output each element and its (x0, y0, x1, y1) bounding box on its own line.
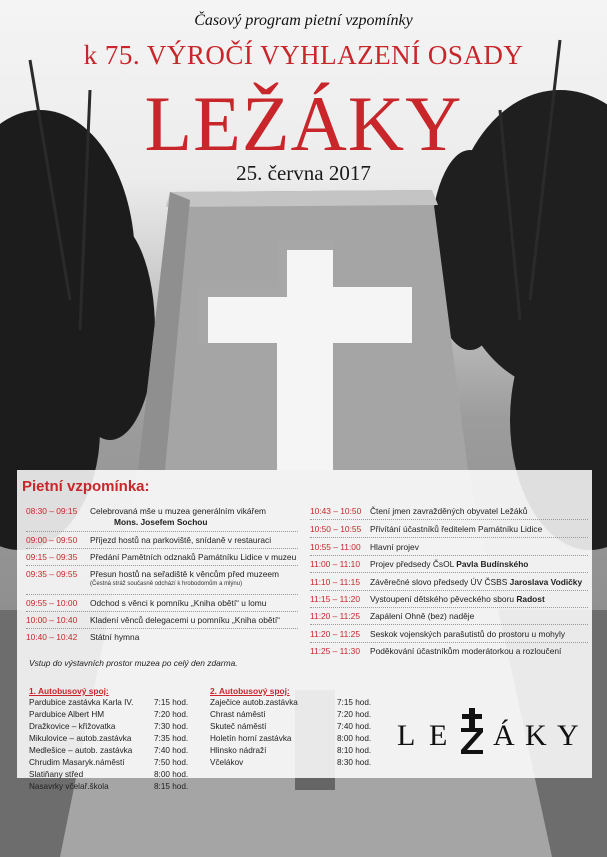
program-item (26, 598, 296, 610)
poster: Časový program pietní vzpomínky k 75. VÝROČÍ VYHLAZENÍ OSADY LEŽÁKY 25. června 2017 Pietní vzpomínka: 08:30 – 09:15 Celebrovaná mše u muzea generálním vikářem Mons. Josefem Sochou 09:00 – 09:50 Příjezd hostů na parkoviště, snídaně v restauraci 09:15 – 09:35 Předání Pamětních odznaků Památníku Lidice v muzeu 09:35 – 09:55 Přesun hostů na seřadiště k věncům před muzeem (Čestná stráž současně odchází k hrobodomům a mlýnu) 09:55 – 10:00 Odchod s věnci k pomníku „Kniha obětí“ u lomu 10:00 – 10:40 Kladení věnců delegacemi u pomníku „Kniha obětí“ 10:40 – 10:42 Státní hymna 10:43 – 10:50 Čtení jmen zavražděných obyvatel Ležáků 10:50 – 10:55 Přivítání účastníků ředitelem Památníku Lidice 10:55 – 11:00 Hlavní projev 11:00 – 11:10 Projev předsedy ČsOL Pavla Budínského 11:10 – 11:15 Závěrečné slovo předsedy ÚV ČSBS Jaroslava Vodičky 11:15 – 11:20 Vystoupení dětského pěveckého sboru Radost 11:20 – 11:25 Zapálení Ohně (bez) naděje 11:20 – 11:25 Seskok vojenských parašutistů do prostoru u mohyly 11:25 – 11:30 Poděkování účastníkům moderátorkou a rozloučení Vstup do výstavních prostor muzea po celý den zdarma. 1. Autobusový spoj: Pardubice zastávka Karla IV. 7:15 hod. Pardubice Albert HM 7:20 hod. Dražkovice – křižovatka 7:30 hod. Mikulovice – autob.zastávka 7:35 hod. Medlešice – autob. zastávka 7:40 hod. Chrudim Masaryk.náměstí 7:50 hod. Slatiňany střed 8:00 hod. Nasavrky včelař.škola 8:15 hod. 2. Autobusový spoj: Zaječice autob.zastávka 7:15 hod. Chrast náměstí 7:20 hod. Skuteč náměstí 7:40 hod. Holetín horní zastávka 8:00 hod. Hlinsko nádraží 8:10 hod. Včelákov 8:30 hod. L E Á K Y (0, 0, 607, 857)
item-time: 10:43 – 10:50 (310, 506, 362, 516)
item-note: (Čestná stráž současně odchází k hrobodomům a mlýnu) (90, 581, 243, 587)
item-text: Celebrovaná mše u muzea generálním vikářem (90, 506, 266, 516)
item-time: 10:00 – 10:40 (26, 615, 78, 625)
program-title: Pietní vzpomínka: (22, 478, 150, 495)
item-time: 11:15 – 11:20 (310, 594, 360, 604)
logo-letter: K (525, 719, 547, 752)
item-time: 11:10 – 11:15 (310, 577, 360, 587)
program-pretitle: Časový program pietní vzpomínky (194, 12, 413, 29)
program-item (26, 506, 296, 528)
program-item (310, 646, 590, 658)
bus-1-title: 1. Autobusový spoj: (29, 686, 109, 696)
item-person: Jaroslava Vodičky (509, 577, 583, 587)
item-time: 10:40 – 10:42 (26, 632, 78, 642)
item-time: 11:25 – 11:30 (310, 646, 360, 656)
item-text: Hlavní projev (370, 542, 419, 552)
item-text: Čtení jmen zavražděných obyvatel Ležáků (370, 506, 528, 516)
item-text: Závěrečné slovo předsedy ÚV ČSBS Jaroslava Vodičky (370, 577, 583, 587)
item-time: 11:20 – 11:25 (310, 629, 360, 639)
program-item (26, 615, 296, 627)
item-person: Mons. Josefem Sochou (114, 517, 208, 527)
item-text: Projev předsedy ČsOL Pavla Budínského (370, 559, 529, 569)
event-date: 25. června 2017 (236, 161, 371, 185)
item-person: Pavla Budínského (456, 559, 529, 569)
item-time: 10:50 – 10:55 (310, 524, 362, 534)
item-time: 08:30 – 09:15 (26, 506, 78, 516)
logo-letter: E (429, 719, 448, 752)
lezaky-logo (395, 716, 585, 756)
program-item (310, 506, 590, 518)
program-item (310, 577, 590, 589)
item-text: Kladení věnců delegacemi u pomníku „Kniha obětí“ (90, 615, 280, 625)
item-text: Odchod s věnci k pomníku „Kniha obětí“ u lomu (90, 598, 267, 608)
program-item (310, 594, 590, 606)
item-time: 11:00 – 11:10 (310, 559, 360, 569)
item-performer: Radost (516, 594, 545, 604)
item-text: Příjezd hostů na parkoviště, snídaně v restauraci (90, 535, 272, 545)
logo-letter: Y (557, 719, 579, 752)
program-item (310, 559, 590, 571)
item-time: 09:00 – 09:50 (26, 535, 78, 545)
program-item (310, 542, 590, 554)
program-item (310, 611, 590, 623)
item-time: 09:35 – 09:55 (26, 569, 78, 579)
item-time: 11:20 – 11:25 (310, 611, 360, 621)
bus-2-title: 2. Autobusový spoj: (210, 686, 290, 696)
item-text: Přesun hostů na seřadiště k věncům před muzeem (90, 569, 279, 579)
anniversary-heading: k 75. VÝROČÍ VYHLAZENÍ OSADY (83, 40, 524, 70)
program-item (310, 524, 590, 536)
item-text: Státní hymna (90, 632, 140, 642)
item-text: Vystoupení dětského pěveckého sboru Radost (370, 594, 545, 604)
program-item (26, 552, 296, 564)
program-item (26, 535, 296, 547)
page-title: LEŽÁKY (144, 80, 463, 167)
item-text: Poděkování účastníkům moderátorkou a rozloučení (370, 646, 562, 656)
item-text: Přivítání účastníků ředitelem Památníku Lidice (370, 524, 543, 534)
item-time: 09:15 – 09:35 (26, 552, 78, 562)
logo-cross-z-icon (459, 708, 485, 756)
program-item (310, 629, 590, 641)
admission-note: Vstup do výstavních prostor muzea po celý den zdarma. (29, 658, 238, 668)
program-item (26, 569, 296, 591)
item-time: 09:55 – 10:00 (26, 598, 78, 608)
program-item (26, 632, 296, 644)
item-text: Předání Pamětních odznaků Památníku Lidice v muzeu (90, 552, 297, 562)
logo-letter: Á (493, 719, 515, 752)
item-text: Seskok vojenských parašutistů do prostoru u mohyly (370, 629, 566, 639)
item-text: Zapálení Ohně (bez) naděje (370, 611, 475, 621)
item-time: 10:55 – 11:00 (310, 542, 361, 552)
logo-letter: L (397, 719, 416, 752)
